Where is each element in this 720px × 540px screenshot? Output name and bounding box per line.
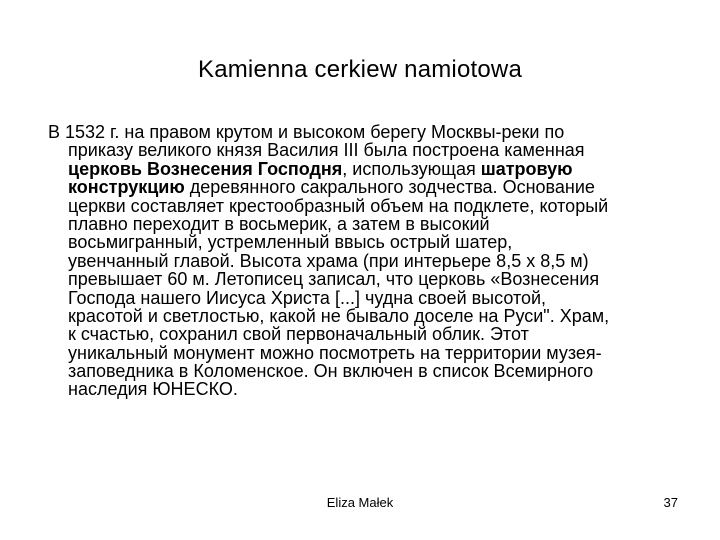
text-run: уникальный монумент можно посмотреть на территории музея- xyxy=(68,342,602,363)
page-number: 37 xyxy=(663,495,678,510)
text-run: деревянного сакрального зодчества. Основание xyxy=(184,177,595,198)
body-paragraph xyxy=(48,123,694,399)
text-run: превышает 60 м. Летописец записал, что церковь «Вознесения xyxy=(68,269,600,290)
footer-author: Eliza Małek xyxy=(326,495,394,510)
body-line xyxy=(48,362,694,380)
body-line xyxy=(48,307,694,325)
text-run: заповедника в Коломенское. Он включен в список Всемирного xyxy=(68,361,594,382)
body-line xyxy=(48,325,694,343)
body-line xyxy=(48,289,694,307)
text-run: плавно переходит в восьмерик, а затем в высокий xyxy=(68,213,490,234)
text-run: приказу великого князя Василия III была построена каменная xyxy=(68,140,585,161)
slide-title: Kamienna cerkiew namiotowa xyxy=(197,56,523,83)
bold-text-run: шатровую xyxy=(480,158,573,179)
text-run: церкви составляет крестообразный объем на подклете, который xyxy=(68,195,609,216)
text-run: увенчанный главой. Высота храма (при интерьере 8,5 х 8,5 м) xyxy=(68,250,589,271)
text-run: Господа нашего Иисуса Христа [...] чудна своей высотой, xyxy=(68,287,547,308)
body-line xyxy=(48,233,694,251)
text-run: восьмигранный, устремленный ввысь острый шатер, xyxy=(68,232,513,253)
body-line xyxy=(48,270,694,288)
body-line xyxy=(48,197,694,215)
text-run: наследия ЮНЕСКО. xyxy=(68,379,238,400)
text-run: красотой и светлостью, какой не бывало доселе на Руси". Храм, xyxy=(68,305,610,326)
text-run: к счастью, сохранил свой первоначальный облик. Этот xyxy=(68,324,529,345)
body-line xyxy=(48,178,694,196)
text-run: , использующая xyxy=(342,158,481,179)
text-run: В 1532 г. на правом крутом и высоком берегу Москвы-реки по xyxy=(48,122,565,142)
body-line xyxy=(48,344,694,362)
body-line xyxy=(48,160,694,178)
body-line xyxy=(48,252,694,270)
body-line xyxy=(48,123,694,141)
bold-text-run: церковь Вознесения Господня xyxy=(68,158,343,179)
bold-text-run: конструкцию xyxy=(68,177,185,198)
body-line xyxy=(48,215,694,233)
body-line xyxy=(48,141,694,159)
body-line xyxy=(48,380,694,398)
